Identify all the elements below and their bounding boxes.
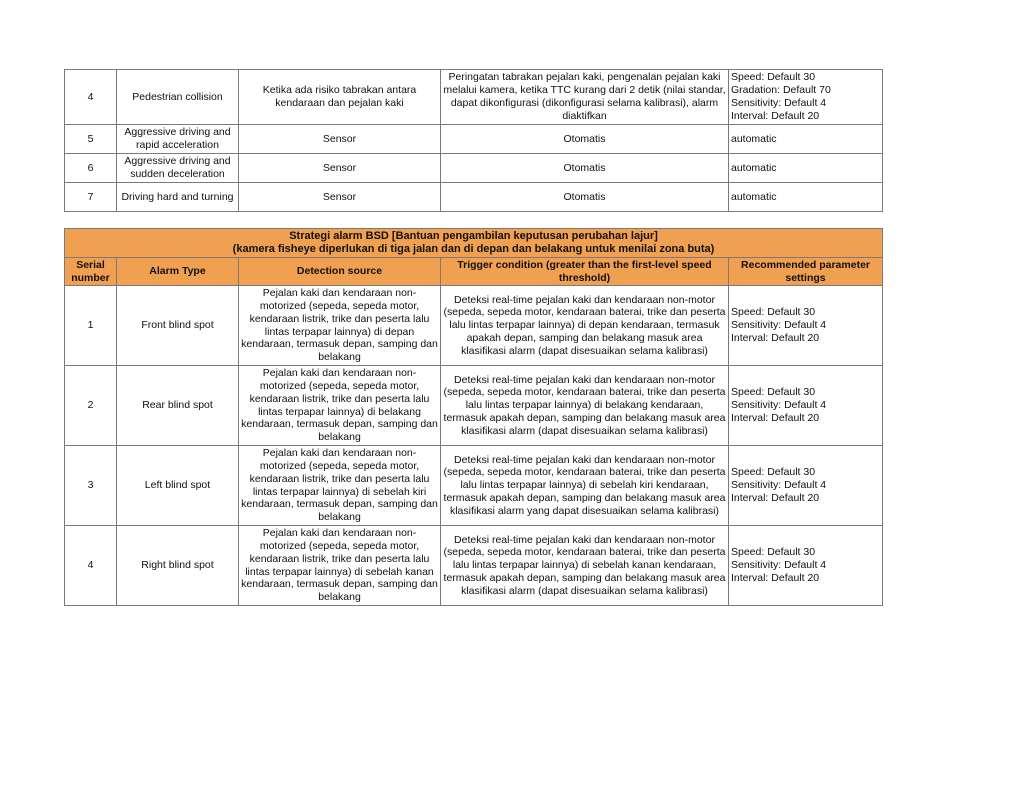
setting-line: Gradation: Default 70 bbox=[731, 84, 831, 97]
parameter-settings-cell bbox=[729, 286, 883, 366]
parameter-settings-cell bbox=[729, 526, 883, 606]
setting-line: Speed: Default 30 bbox=[731, 71, 816, 84]
trigger-condition-cell: Otomatis bbox=[441, 154, 729, 183]
parameter-settings-cell: automatic bbox=[729, 125, 883, 154]
serial-cell: 3 bbox=[65, 446, 117, 526]
detection-source-cell: Pejalan kaki dan kendaraan non-motorized (sepeda, sepeda motor, kendaraan listrik, trike dan peserta lalu lintas terpapar lainnya) di sebelah kanan kendaraan, termasuk depan, samping dan belakang bbox=[239, 526, 441, 606]
detection-source-cell: Sensor bbox=[239, 125, 441, 154]
table-row bbox=[65, 526, 883, 606]
serial-cell: 2 bbox=[65, 366, 117, 446]
setting-line: Speed: Default 30 bbox=[731, 546, 816, 559]
table-row bbox=[65, 183, 883, 212]
parameter-settings-cell bbox=[729, 366, 883, 446]
trigger-condition-cell: Deteksi real-time pejalan kaki dan kendaraan non-motor (sepeda, sepeda motor, kendaraan baterai, trike dan peserta lalu lintas terpapar lainnya) di depan kendaraan, termasuk apakah depan, samping dan belakang masuk area klasifikasi alarm (dapat disesuaikan selama kalibrasi) bbox=[441, 286, 729, 366]
table-title bbox=[65, 229, 883, 258]
detection-source-cell: Ketika ada risiko tabrakan antara kendaraan dan pejalan kaki bbox=[239, 70, 441, 125]
trigger-condition-cell: Deteksi real-time pejalan kaki dan kendaraan non-motor (sepeda, sepeda motor, kendaraan baterai, trike dan peserta lalu lintas terpapar lainnya) di belakang kendaraan, termasuk apakah depan, samping dan belakang masuk area klasifikasi alarm (dapat disesuaikan selama kalibrasi) bbox=[441, 366, 729, 446]
detection-source-cell: Pejalan kaki dan kendaraan non-motorized (sepeda, sepeda motor, kendaraan listrik, trike dan peserta lalu lintas terpapar lainnya) di belakang kendaraan, termasuk depan, samping dan belakang bbox=[239, 366, 441, 446]
trigger-condition-cell: Otomatis bbox=[441, 183, 729, 212]
setting-line: Interval: Default 20 bbox=[731, 491, 820, 504]
table-subtitle-line: (kamera fisheye diperlukan di tiga jalan dan di depan dan belakang untuk menilai zona buta) bbox=[232, 243, 715, 255]
parameter-settings-cell bbox=[729, 70, 883, 125]
setting-line: Speed: Default 30 bbox=[731, 386, 816, 399]
trigger-condition-cell: Peringatan tabrakan pejalan kaki, pengenalan pejalan kaki melalui kamera, ketika TTC kurang dari 2 detik (nilai standar, dapat dikonfigurasi (dikonfigurasi selama kalibrasi), alarm diaktifkan bbox=[441, 70, 729, 125]
parameter-settings-cell: automatic bbox=[729, 154, 883, 183]
parameter-settings-cell bbox=[729, 446, 883, 526]
alarm-type-cell: Rear blind spot bbox=[117, 366, 239, 446]
setting-line: Interval: Default 20 bbox=[731, 109, 820, 122]
table-title-line: Strategi alarm BSD [Bantuan pengambilan keputusan perubahan lajur] bbox=[289, 230, 658, 242]
setting-line: Interval: Default 20 bbox=[731, 331, 820, 344]
alarm-type-cell: Right blind spot bbox=[117, 526, 239, 606]
header-detection-source: Detection source bbox=[239, 258, 441, 286]
table-row bbox=[65, 154, 883, 183]
setting-line: Speed: Default 30 bbox=[731, 466, 816, 479]
alarm-type-cell: Driving hard and turning bbox=[117, 183, 239, 212]
setting-line: Sensitivity: Default 4 bbox=[731, 559, 827, 572]
parameter-settings-cell: automatic bbox=[729, 183, 883, 212]
setting-line: Sensitivity: Default 4 bbox=[731, 97, 827, 109]
alarm-strategy-table-continued bbox=[64, 69, 883, 212]
setting-line: Speed: Default 30 bbox=[731, 306, 816, 319]
setting-line: Sensitivity: Default 4 bbox=[731, 319, 827, 332]
alarm-type-cell: Front blind spot bbox=[117, 286, 239, 366]
setting-line: Interval: Default 20 bbox=[731, 571, 820, 584]
serial-cell: 4 bbox=[65, 70, 117, 125]
header-alarm-type: Alarm Type bbox=[117, 258, 239, 286]
header-trigger-condition: Trigger condition (greater than the first-level speed threshold) bbox=[441, 258, 729, 286]
serial-cell: 1 bbox=[65, 286, 117, 366]
serial-cell: 5 bbox=[65, 125, 117, 154]
table-title-row bbox=[65, 229, 883, 258]
serial-cell: 4 bbox=[65, 526, 117, 606]
table-row bbox=[65, 446, 883, 526]
detection-source-cell: Sensor bbox=[239, 154, 441, 183]
serial-cell: 7 bbox=[65, 183, 117, 212]
detection-source-cell: Pejalan kaki dan kendaraan non-motorized (sepeda, sepeda motor, kendaraan listrik, trike dan peserta lalu lintas terpapar lainnya) di depan kendaraan, termasuk depan, samping dan belakang bbox=[239, 286, 441, 366]
setting-line: Sensitivity: Default 4 bbox=[731, 399, 827, 412]
alarm-type-cell: Left blind spot bbox=[117, 446, 239, 526]
table-row bbox=[65, 70, 883, 125]
detection-source-cell: Pejalan kaki dan kendaraan non-motorized (sepeda, sepeda motor, kendaraan listrik, trike dan peserta lalu lintas terpapar lainnya) di sebelah kiri kendaraan, termasuk depan, samping dan belakang bbox=[239, 446, 441, 526]
table-header-row bbox=[65, 258, 883, 286]
alarm-type-cell: Aggressive driving and rapid acceleration bbox=[117, 125, 239, 154]
table-row bbox=[65, 286, 883, 366]
header-parameter-settings: Recommended parameter settings bbox=[729, 258, 883, 286]
table-row bbox=[65, 366, 883, 446]
detection-source-cell: Sensor bbox=[239, 183, 441, 212]
trigger-condition-cell: Otomatis bbox=[441, 125, 729, 154]
header-serial-number: Serial number bbox=[65, 258, 117, 286]
trigger-condition-cell: Deteksi real-time pejalan kaki dan kendaraan non-motor (sepeda, sepeda motor, kendaraan baterai, trike dan peserta lalu lintas terpapar lainnya) di sebelah kanan kendaraan, termasuk apakah depan, samping dan belakang masuk area klasifikasi alarm (dapat disesuaikan selama kalibrasi) bbox=[441, 526, 729, 606]
table-row bbox=[65, 125, 883, 154]
bsd-alarm-strategy-table bbox=[64, 228, 883, 606]
serial-cell: 6 bbox=[65, 154, 117, 183]
alarm-type-cell: Aggressive driving and sudden deceleration bbox=[117, 154, 239, 183]
setting-line: Sensitivity: Default 4 bbox=[731, 479, 827, 492]
trigger-condition-cell: Deteksi real-time pejalan kaki dan kendaraan non-motor (sepeda, sepeda motor, kendaraan baterai, trike dan peserta lalu lintas terpapar lainnya) di sebelah kiri kendaraan, termasuk apakah depan, samping dan belakang masuk area klasifikasi alarm yang dapat disesuaikan selama kalibrasi) bbox=[441, 446, 729, 526]
alarm-type-cell: Pedestrian collision bbox=[117, 70, 239, 125]
setting-line: Interval: Default 20 bbox=[731, 411, 820, 424]
